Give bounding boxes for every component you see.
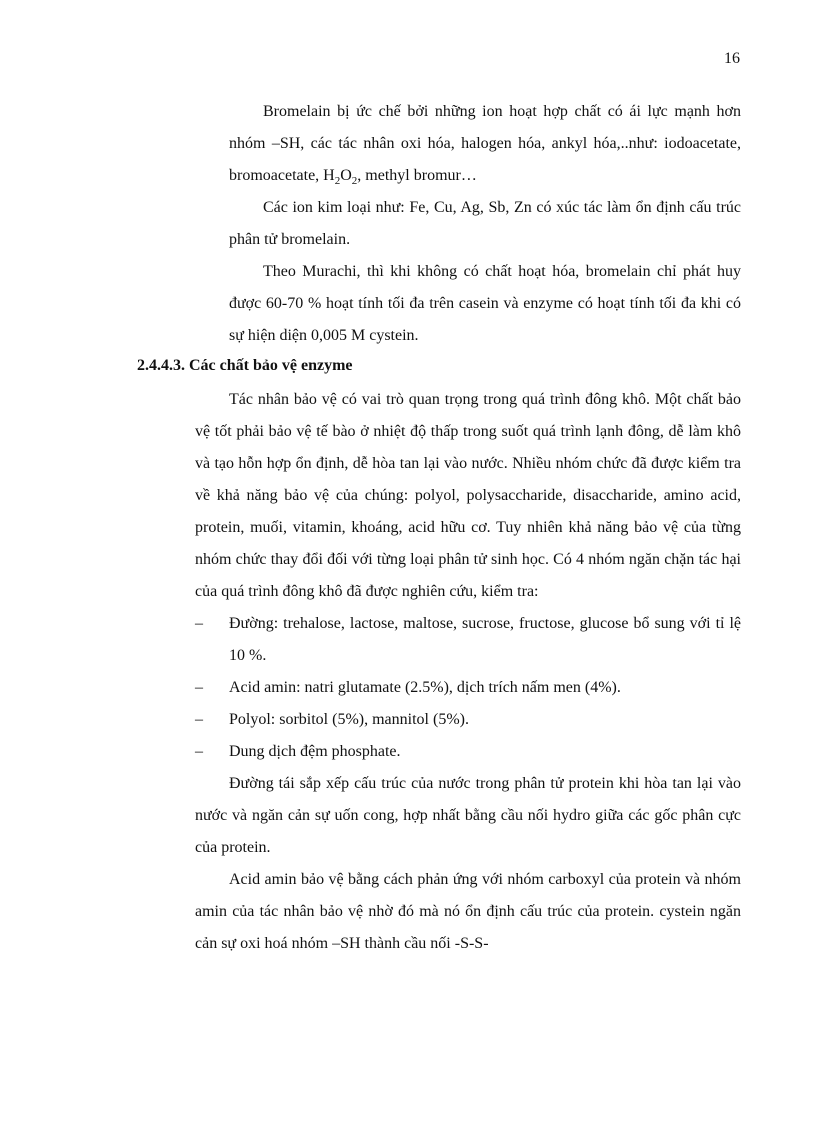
page-number: 16 [724, 50, 740, 67]
dash-bullet: – [195, 679, 203, 696]
paragraph-bromelain-inhibitors [229, 96, 741, 192]
section-heading: 2.4.4.3. Các chất bảo vệ enzyme [137, 357, 353, 374]
list-item [195, 672, 741, 704]
section-body [195, 384, 741, 960]
list-item-text: Dung dịch đệm phosphate. [229, 743, 401, 760]
paragraph-amino-acid-role: Acid amin bảo vệ bằng cách phản ứng với nhóm carboxyl của protein và nhóm amin của tác nhân bảo vệ nhờ đó mà nó ổn định cấu trúc của protein. cystein ngăn cản sự oxi hoá nhóm –SH thành cầu nối -S-S- [195, 871, 741, 952]
paragraph-murachi: Theo Murachi, thì khi không có chất hoạt hóa, bromelain chỉ phát huy được 60-70 % hoạt tính tối đa trên casein và enzyme có hoạt tính tối đa khi có sự hiện diện 0,005 M cystein. [229, 263, 741, 344]
dash-bullet: – [195, 743, 203, 760]
intro-text [229, 96, 741, 352]
list-item-text: Polyol: sorbitol (5%), mannitol (5%). [229, 711, 469, 728]
dash-bullet: – [195, 615, 203, 632]
paragraph-sugar-role: Đường tái sắp xếp cấu trúc của nước trong phân tử protein khi hòa tan lại vào nước và ngăn cản sự uốn cong, hợp nhất bằng cầu nối hydro giữa các gốc phân cực của protein. [195, 775, 741, 856]
paragraph-metal-ions: Các ion kim loại như: Fe, Cu, Ag, Sb, Zn có xúc tác làm ổn định cấu trúc phân tử bromelain. [229, 199, 741, 248]
h2o2-subscript: 2 [351, 175, 358, 188]
dash-bullet: – [195, 711, 203, 728]
list-item-text: Đường: trehalose, lactose, maltose, sucrose, fructose, glucose bổ sung với tỉ lệ 10 %. [229, 615, 741, 664]
inhibitors-text: Bromelain bị ức chế bởi những ion hoạt hợp chất có ái lực mạnh hơn nhóm –SH, các tác nhân oxi hóa, halogen hóa, ankyl hóa,..như: iodoacetate, bromoacetate, H [229, 103, 741, 184]
list-item [195, 608, 741, 672]
list-item [195, 736, 741, 768]
h2o2-subscript: 2 [334, 175, 341, 188]
list-item [195, 704, 741, 736]
paragraph-protective-agents: Tác nhân bảo vệ có vai trò quan trọng trong quá trình đông khô. Một chất bảo vệ tốt phải bảo vệ tế bào ở nhiệt độ thấp trong suốt quá trình lạnh đông, dễ làm khô và tạo hỗn hợp ổn định, dễ hòa tan lại vào nước. Nhiều nhóm chức đã được kiểm tra về khả năng bảo vệ của chúng: polyol, polysaccharide, disaccharide, amino acid, protein, muối, vitamin, khoáng, acid hữu cơ. Tuy nhiên khả năng bảo vệ của từng nhóm chức thay đổi đối với từng loại phân tử sinh học. Có 4 nhóm ngăn chặn tác hại của quá trình đông khô đã được nghiên cứu, kiểm tra: [195, 391, 741, 600]
oxygen-symbol: O [340, 167, 352, 184]
inhibitors-text-end: , methyl bromur… [357, 167, 477, 184]
list-item-text: Acid amin: natri glutamate (2.5%), dịch trích nấm men (4%). [229, 679, 621, 696]
